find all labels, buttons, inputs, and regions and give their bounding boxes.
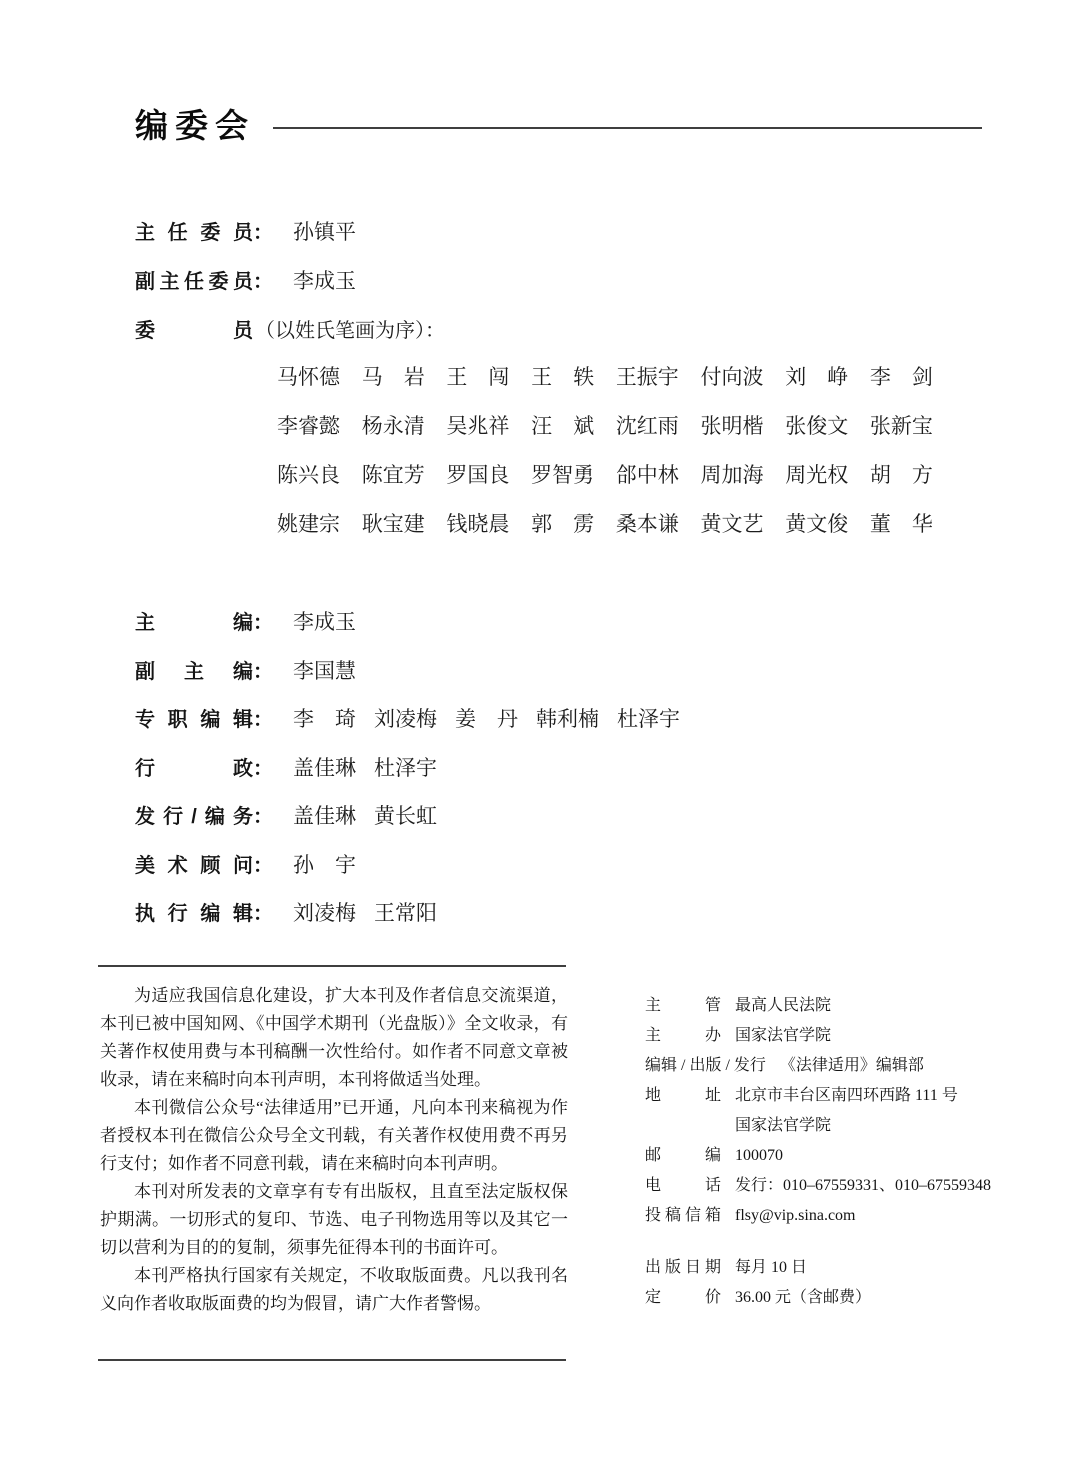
members-grid: [277, 366, 933, 562]
staff-name: 韩利楠: [536, 707, 599, 731]
pub-row: [645, 994, 1045, 1017]
board-row: [135, 216, 356, 246]
staff-name: 杜泽宇: [617, 707, 680, 731]
member-name: 周光权: [785, 463, 849, 487]
members-label-row: [135, 314, 445, 343]
board-row-value: 李成玉: [293, 269, 356, 293]
staff-name: 王常阳: [374, 901, 437, 925]
notice-divider-top: [98, 965, 566, 967]
member-name: 张新宝: [869, 414, 933, 438]
member-name: 马怀德: [277, 365, 340, 389]
pub-row: [645, 1084, 1045, 1107]
pub-row: [645, 1174, 1045, 1197]
staff-name: 刘凌梅: [374, 707, 437, 731]
staff-row-label: 主编: [135, 612, 253, 634]
pub-row-value: 发行：010–67559331、010–67559348: [735, 1177, 992, 1194]
staff-name: 李国慧: [293, 659, 356, 683]
member-name: 钱晓晨: [446, 512, 510, 536]
member-name: 郃中林: [615, 463, 679, 487]
member-name: 张明楷: [700, 414, 764, 438]
label-colon: ：: [253, 758, 273, 780]
pub-row-value: 最高人民法院: [735, 997, 832, 1014]
label-colon: ：: [253, 612, 273, 634]
board-row-value: 孙镇平: [293, 220, 356, 244]
staff-row: [135, 606, 356, 636]
staff-row-label: 发行/编务: [135, 806, 253, 828]
member-name: 黄文俊: [785, 512, 849, 536]
publication-info: [645, 994, 1045, 1316]
member-name: 付向波: [700, 365, 764, 389]
member-name: 耿宝建: [361, 512, 425, 536]
member-name: 陈兴良: [277, 463, 340, 487]
pub-row: [645, 1144, 1045, 1167]
staff-row-label: 副主编: [135, 661, 253, 683]
member-row: [277, 464, 933, 486]
pub-row: [645, 1054, 1045, 1077]
staff-name: 李 琦: [293, 707, 356, 731]
staff-name: 黄长虹: [374, 804, 437, 828]
pub-row-value: 100070: [735, 1147, 783, 1164]
pub-row-value: 《法律适用》编辑部: [779, 1057, 924, 1074]
notice-paragraph: 为适应我国信息化建设，扩大本刊及作者信息交流渠道，本刊已被中国知网、《中国学术期刊（光盘版）》全文收录，有关著作权使用费与本刊稿酬一次性给付。如作者不同意文章被收录，请在来稿时向本刊声明，本刊将做适当处理。: [100, 986, 568, 1089]
member-name: 周加海: [700, 463, 764, 487]
pub-row-value: 北京市丰台区南四环西路 111 号: [735, 1087, 958, 1104]
staff-name: 孙 宇: [293, 853, 356, 877]
pub-row-label: 主办: [645, 1027, 721, 1044]
pub-row: [645, 1204, 1045, 1227]
member-name: 陈宜芳: [361, 463, 425, 487]
pub-gap: [645, 1234, 1045, 1256]
staff-row: [135, 655, 356, 685]
member-name: 汪 斌: [531, 414, 595, 438]
pub-row-label: 邮编: [645, 1147, 721, 1164]
notice-paragraph: 本刊对所发表的文章享有专有出版权，且直至法定版权保护期满。一切形式的复印、节选、电子刊物选用等以及其它一切以营利为目的的复制，须事先征得本刊的书面许可。: [100, 1182, 568, 1257]
member-name: 王 闯: [446, 365, 510, 389]
staff-row: [135, 800, 437, 830]
member-name: 黄文艺: [700, 512, 764, 536]
staff-row-label: 美术顾问: [135, 855, 253, 877]
title-row: [135, 108, 982, 146]
members-note: （以姓氏笔画为序）：: [255, 320, 445, 342]
label-colon: ：: [253, 709, 273, 731]
pub-row-value: 36.00 元（含邮费）: [735, 1289, 872, 1306]
notice-paragraph: 本刊严格执行国家有关规定，不收取版面费。凡以我刊名义向作者收取版面费的均为假冒，请广大作者警惕。: [100, 1266, 568, 1313]
staff-name: 刘凌梅: [293, 901, 356, 925]
member-name: 李睿懿: [277, 414, 340, 438]
staff-row: [135, 752, 437, 782]
member-name: 沈红雨: [615, 414, 679, 438]
staff-name: 姜 丹: [455, 707, 518, 731]
member-name: 胡 方: [869, 463, 933, 487]
staff-name: 杜泽宇: [374, 756, 437, 780]
pub-row-value: 国家法官学院: [735, 1027, 832, 1044]
member-name: 董 华: [869, 512, 933, 536]
pub-row-label: 地址: [645, 1087, 721, 1104]
board-row-label: 主任委员: [135, 222, 253, 244]
member-name: 李 剑: [869, 365, 933, 389]
label-colon: ：: [253, 661, 273, 683]
pub-row-label: 主管: [645, 997, 721, 1014]
member-name: 王 轶: [531, 365, 595, 389]
pub-row-label: 出版日期: [645, 1259, 721, 1276]
member-name: 张俊文: [785, 414, 849, 438]
member-name: 吴兆祥: [446, 414, 510, 438]
notice-paragraph: 本刊微信公众号“法律适用”已开通，凡向本刊来稿视为作者授权本刊在微信公众号全文刊载，有关著作权使用费不再另行支付；如作者不同意刊载，请在来稿时向本刊声明。: [100, 1098, 568, 1173]
label-colon: ：: [253, 271, 273, 293]
member-name: 桑本谦: [615, 512, 679, 536]
staff-name: 盖佳琳: [293, 756, 356, 780]
pub-row-label: 投稿信箱: [645, 1207, 721, 1224]
board-row-label: 副主任委员: [135, 271, 253, 293]
pub-address-line2: 国家法官学院: [735, 1117, 832, 1134]
board-row: [135, 265, 356, 295]
member-name: 罗国良: [446, 463, 510, 487]
pub-row-value: 每月 10 日: [735, 1259, 808, 1276]
staff-row: [135, 703, 680, 733]
pub-row-value: flsy@vip.sina.com: [735, 1207, 856, 1224]
member-row: [277, 366, 933, 388]
staff-row-label: 专职编辑: [135, 709, 253, 731]
member-name: 杨永清: [361, 414, 425, 438]
notice-block: [100, 982, 568, 1318]
label-colon: ：: [253, 903, 273, 925]
staff-name: 李成玉: [293, 610, 356, 634]
staff-row: [135, 849, 356, 879]
member-name: 罗智勇: [531, 463, 595, 487]
title-rule: [273, 127, 982, 129]
member-name: 姚建宗: [277, 512, 340, 536]
staff-row-label: 执行编辑: [135, 903, 253, 925]
pub-row-label: 编辑 / 出版 / 发行: [645, 1057, 766, 1074]
staff-name: 盖佳琳: [293, 804, 356, 828]
label-colon: ：: [253, 806, 273, 828]
member-name: 马 岩: [361, 365, 425, 389]
member-name: 郭 雳: [531, 512, 595, 536]
pub-row: [645, 1286, 1045, 1309]
member-row: [277, 513, 933, 535]
staff-row: [135, 897, 437, 927]
label-colon: ：: [253, 855, 273, 877]
member-name: 王振宇: [615, 365, 679, 389]
member-name: 刘 峥: [785, 365, 849, 389]
pub-row: [645, 1256, 1045, 1279]
members-label: 委员: [135, 320, 253, 342]
staff-row-label: 行政: [135, 758, 253, 780]
pub-row-label: 电话: [645, 1177, 721, 1194]
pub-row: [645, 1024, 1045, 1047]
page-title: 编委会: [135, 109, 255, 145]
member-row: [277, 415, 933, 437]
label-colon: ：: [253, 222, 273, 244]
pub-row-label: 定价: [645, 1289, 721, 1306]
notice-divider-bottom: [98, 1359, 566, 1361]
